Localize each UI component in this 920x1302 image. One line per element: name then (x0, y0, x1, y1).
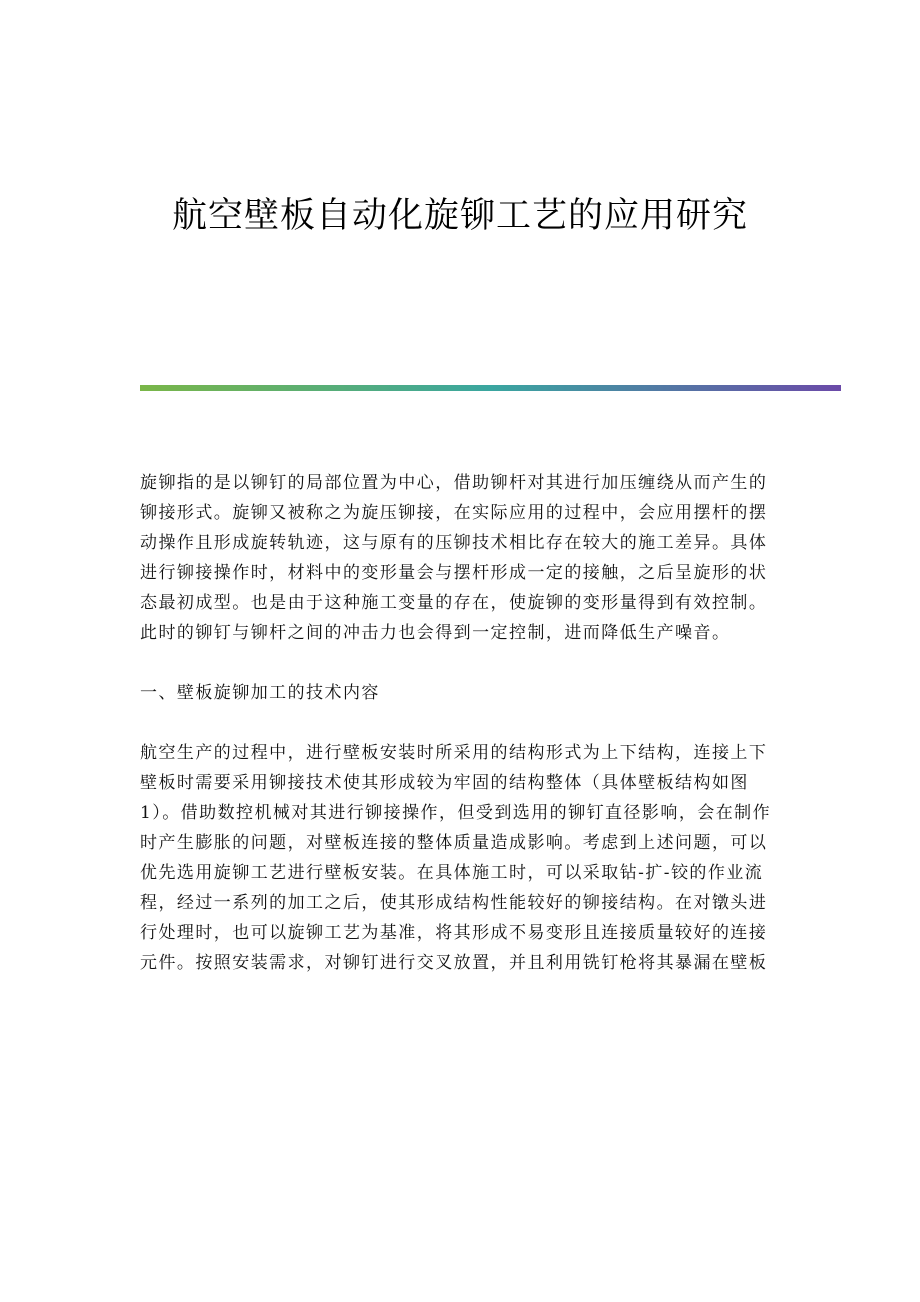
section-heading: 一、壁板旋铆加工的技术内容 (140, 683, 380, 703)
body-paragraph: 旋铆指的是以铆钉的局部位置为中心，借助铆杆对其进行加压缠绕从而产生的铆接形式。旋铆又被称之为旋压铆接，在实际应用的过程中，会应用摆杆的摆动操作且形成旋转轨迹，这与原有的压铆技术相比存在较大的施工差异。具体进行铆接操作时，材料中的变形量会与摆杆形成一定的接触，之后呈旋形的状态最初成型。也是由于这种施工变量的存在，使旋铆的变形量得到有效控制。此时的铆钉与铆杆之间的冲击力也会得到一定控制，进而降低生产噪音。 (140, 473, 768, 643)
document-title: 航空壁板自动化旋铆工艺的应用研究 (171, 196, 748, 236)
body-paragraph: 航空生产的过程中，进行壁板安装时所采用的结构形式为上下结构，连接上下壁板时需要采用铆接技术使其形成较为牢固的结构整体（具体壁板结构如图1）。借助数控机械对其进行铆接操作，但受到选用的铆钉直径影响，会在制作时产生膨胀的问题，对壁板连接的整体质量造成影响。考虑到上述问题，可以优先选用旋铆工艺进行壁板安装。在具体施工时，可以采取钻-扩-铰的作业流程，经过一系列的加工之后，使其形成结构性能较好的铆接结构。在对镦头进行处理时，也可以旋铆工艺为基准，将其形成不易变形且连接质量较好的连接元件。按照安装需求，对铆钉进行交叉放置，并且利用铣钉枪将其暴漏在壁板 (140, 743, 772, 973)
title-divider (140, 385, 841, 391)
document-body (140, 468, 782, 1008)
